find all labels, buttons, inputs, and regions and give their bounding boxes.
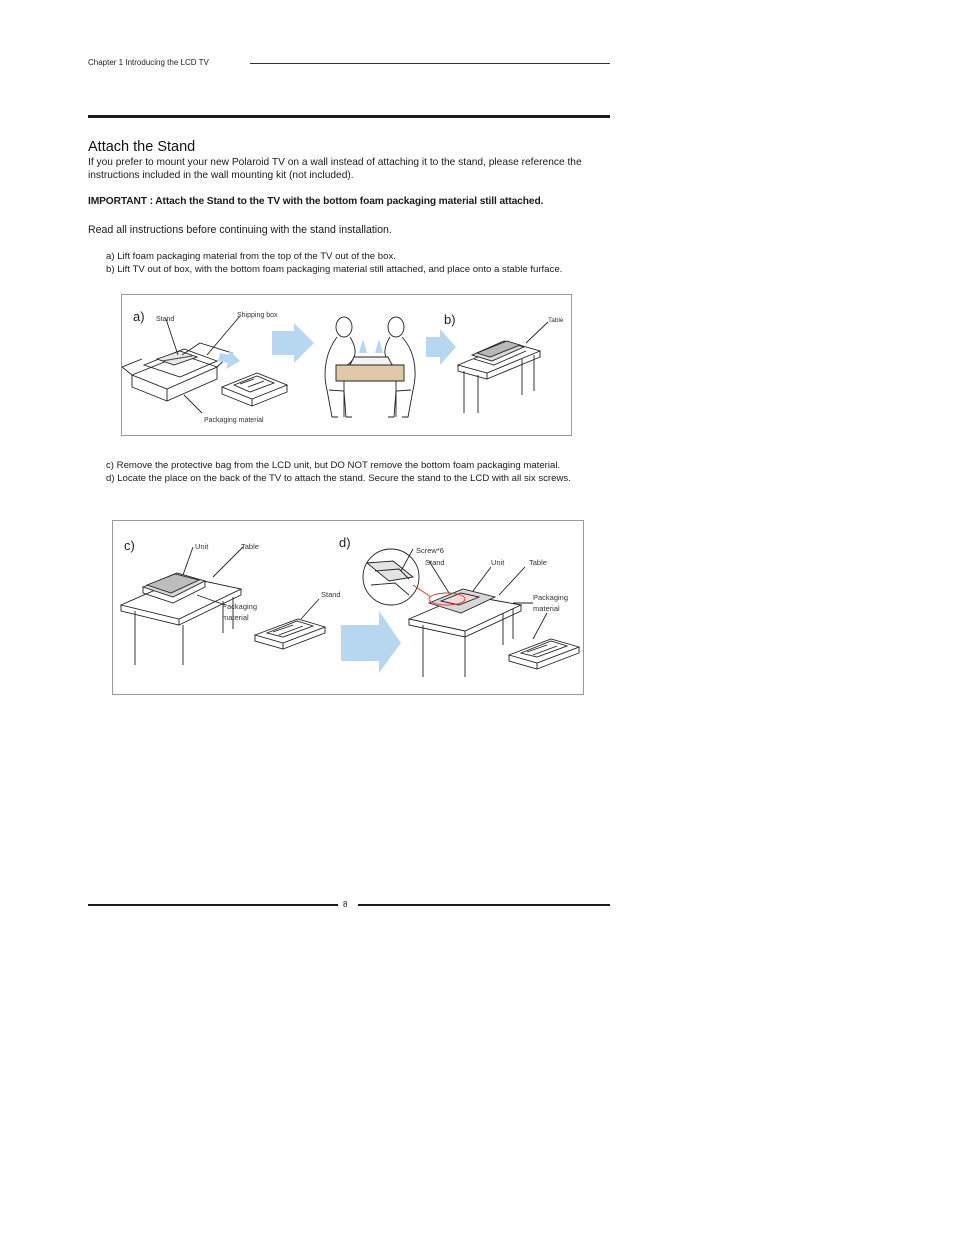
label-stand-d: Stand xyxy=(425,558,445,567)
label-b: b) xyxy=(444,312,456,327)
label-stand-c: Stand xyxy=(321,590,341,599)
label-c: c) xyxy=(124,538,135,553)
attach-stand-drawing xyxy=(409,561,533,677)
section-title: Attach the Stand xyxy=(88,139,196,155)
arrows-fig1 xyxy=(218,323,456,369)
label-d: d) xyxy=(339,535,351,550)
label-unit-c: Unit xyxy=(195,542,209,551)
label-table: Table xyxy=(548,317,564,324)
important-note: IMPORTANT : Attach the Stand to the TV with the bottom foam packaging material still attached. xyxy=(88,196,544,207)
label-table-c: Table xyxy=(241,542,259,551)
figure-c-d-illustration xyxy=(113,521,583,694)
label-a: a) xyxy=(133,309,145,324)
foam-drawing xyxy=(222,373,287,406)
step-c: c) Remove the protective bag from the LCD unit, but DO NOT remove the bottom foam packaging material. xyxy=(106,460,561,471)
label-unit-d: Unit xyxy=(491,558,505,567)
label-packaging-c2: material xyxy=(222,613,249,622)
figure-steps-a-b xyxy=(121,294,572,436)
people-lifting-drawing xyxy=(325,317,415,417)
label-packaging-d2: material xyxy=(533,604,560,613)
figure-steps-c-d xyxy=(112,520,584,695)
label-table-d: Table xyxy=(529,558,547,567)
label-packaging-material: Packaging material xyxy=(204,417,264,424)
footer-rule-right xyxy=(358,904,610,906)
label-packaging-d1: Packaging xyxy=(533,593,569,602)
arrow-fig2 xyxy=(341,611,401,673)
step-a: a) Lift foam packaging material from the top of the TV out of the box. xyxy=(106,251,396,262)
tv-on-table-drawing xyxy=(458,322,548,413)
step-b: b) Lift TV out of box, with the bottom foam packaging material still attached, and place onto a stable furface. xyxy=(106,264,563,275)
section-divider xyxy=(88,115,610,118)
label-packaging-c1: Packaging xyxy=(222,602,258,611)
label-stand: Stand xyxy=(156,316,175,323)
step-d: d) Locate the place on the back of the TV to attach the stand. Secure the stand to the LCD with all six screws. xyxy=(106,473,571,484)
intro-paragraph: If you prefer to mount your new Polaroid TV on a wall instead of attaching it to the stand, please reference the instructions included in the wall mounting kit (not included). xyxy=(88,157,582,181)
chapter-header: Chapter 1 Introducing the LCD TV xyxy=(88,58,209,67)
footer-rule-left xyxy=(88,904,338,906)
read-all-note: Read all instructions before continuing with the stand installation. xyxy=(88,224,392,236)
label-screw: Screw*6 xyxy=(416,546,444,555)
stand-on-foam-drawing xyxy=(255,599,325,649)
label-shipping-box: Shipping box xyxy=(237,312,278,319)
screw-zoom-drawing xyxy=(363,549,419,605)
foam-d-drawing xyxy=(509,613,579,669)
page-number: 8 xyxy=(343,900,348,909)
header-rule xyxy=(250,63,610,64)
figure-a-b-illustration xyxy=(122,295,571,435)
